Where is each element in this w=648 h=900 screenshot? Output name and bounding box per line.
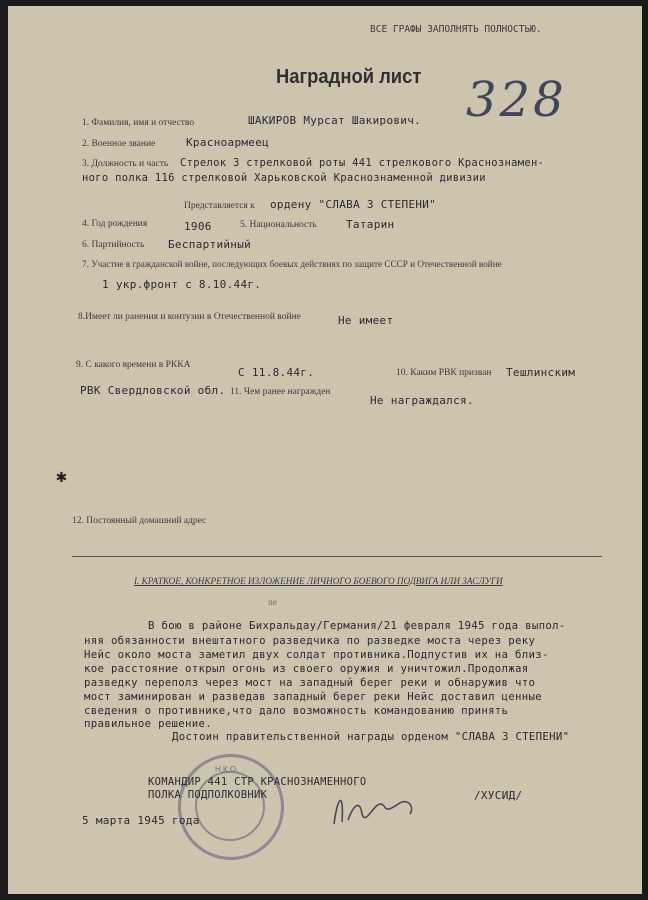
body-line-2: няя обязанности внештатного разведчика по разведке моста через реку (84, 634, 536, 647)
stamp-text: Н.К.О. (215, 765, 239, 774)
handwritten-signature (326, 784, 426, 834)
body-line-7: сведения о противнике,что дало возможность командованию принять (84, 704, 509, 717)
field-10-label: 10. Каким РВК призван (396, 368, 492, 378)
field-10-value-continued: РВК Свердловской обл. (80, 384, 226, 397)
signature-line-1: КОМАНДИР 441 СТР КРАСНОЗНАМЕННОГО (148, 776, 367, 788)
field-5-label: 5. Национальность (240, 220, 317, 230)
commander-name: /ХУСИД/ (474, 789, 523, 802)
section-heading: I. КРАТКОЕ, КОНКРЕТНОЕ ИЗЛОЖЕНИЕ ЛИЧНОГО БОЕВОГО ПОДВИГА ИЛИ ЗАСЛУГИ (134, 576, 503, 586)
field-6-label: 6. Партийность (82, 240, 145, 250)
field-9-value: С 11.8.44г. (238, 366, 315, 379)
document-date: 5 марта 1945 года (82, 814, 200, 827)
field-9-label: 9. С какого времени в РККА (76, 360, 191, 370)
body-line-4: кое расстояние открыл огонь из своего оружия и уничтожил.Продолжая (84, 662, 529, 675)
ink-blot: ✱ (56, 466, 67, 487)
body-line-6: мост заминирован и разведав западный берег реки Нейс доставил ценные (84, 690, 542, 703)
award-sheet (8, 6, 642, 894)
field-1-value: ШАКИРОВ Мурсат Шакирович. (248, 114, 422, 127)
signature-line-2: ПОЛКА ПОДПОЛКОВНИК (148, 789, 268, 801)
field-3-label: 3. Должность и часть (82, 159, 169, 169)
field-5-value: Татарин (346, 218, 395, 231)
official-stamp (178, 754, 284, 860)
body-line-1: В бою в районе Бихральдау/Германия/21 февраля 1945 года выпол- (148, 619, 566, 632)
field-4-label: 4. Год рождения (82, 219, 148, 229)
field-2-value: Красноармеец (186, 136, 270, 149)
field-6-value: Беспартийный (168, 238, 252, 251)
field-11-label: 11. Чем ранее награжден (230, 387, 331, 397)
field-3-value-line2: ного полка 116 стрелковой Харьковской Краснознаменной дивизии (82, 172, 486, 184)
field-3-value-line1: Стрелок 3 стрелковой роты 441 стрелкового Краснознамен- (180, 157, 545, 169)
field-8-label: 8.Имеет ли ранения и контузии в Отечественной войне (78, 312, 301, 322)
field-7-value: 1 укр.фронт с 8.10.44г. (102, 278, 262, 291)
document-title: Наградной лист (276, 66, 422, 88)
body-line-3: Нейс около моста заметил двух солдат противника.Подпустив их на близ- (84, 648, 549, 661)
field-2-label: 2. Военное звание (82, 139, 156, 149)
field-4-value: 1906 (184, 220, 212, 233)
section-mark: ne (268, 598, 277, 608)
field-12-label: 12. Постоянный домашний адрес (72, 516, 207, 526)
field-1-label: 1. Фамилия, имя и отчество (82, 118, 195, 128)
field-11-value: Не награждался. (370, 394, 474, 407)
field-7-label: 7. Участие в гражданской войне, последующих боевых действиях по защите СССР и Отечественной войне (82, 259, 502, 269)
body-line-8: правильное решение. (84, 717, 212, 730)
body-line-5: разведку переполз через мост на западный берег реки и обнаружив что (84, 676, 536, 689)
instruction-text: ВСЕ ГРАФЫ ЗАПОЛНЯТЬ ПОЛНОСТЬЮ. (370, 24, 542, 35)
field-10-value: Тешлинским (506, 366, 576, 379)
handwritten-number: 328 (466, 72, 567, 128)
presented-label: Представляется к (184, 201, 255, 211)
presented-value: ордену "СЛАВА 3 СТЕПЕНИ" (270, 198, 437, 211)
field-8-value: Не имеет (338, 314, 394, 327)
separator-rule (72, 556, 602, 557)
conclusion-line: Достоин правительственной награды орденом "СЛАВА 3 СТЕПЕНИ" (172, 730, 570, 743)
